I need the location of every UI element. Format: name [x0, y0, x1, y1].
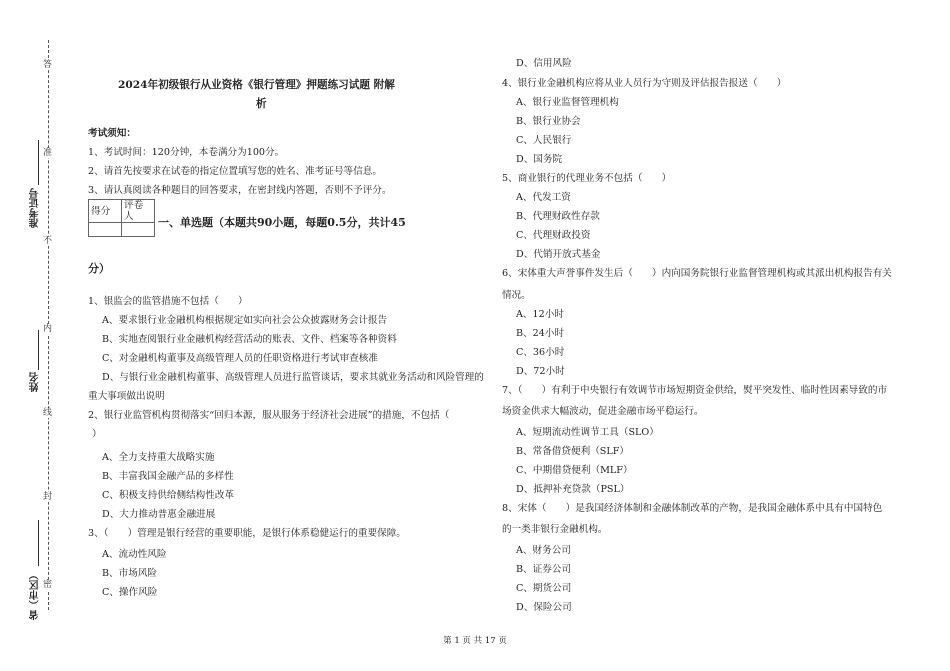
option: A、流动性风险 — [102, 549, 167, 560]
section-heading-cont: 分） — [88, 262, 110, 275]
section-heading: 一、单选题（本题共90小题，每题0.5分，共计45 — [158, 216, 406, 229]
question-cont: 的一类非银行金融机构。 — [502, 524, 608, 535]
notice-item: 1、考试时间：120分钟，本卷满分为100分。 — [88, 147, 285, 158]
seal-mark: 封 — [43, 492, 53, 502]
exam-title-cont: 析 — [256, 98, 267, 110]
option: A、财务公司 — [516, 545, 571, 556]
option: C、对金融机构董事及高级管理人员的任职资格进行考试审查核准 — [102, 353, 378, 364]
question: 5、商业银行的代理业务不包括（ ） — [502, 173, 672, 184]
notice-item: 2、请首先按要求在试卷的指定位置填写您的姓名、准考证号等信息。 — [88, 166, 382, 177]
option: D、国务院 — [516, 154, 563, 165]
binding-margin — [0, 0, 75, 671]
exam-id-blank — [38, 140, 39, 185]
question: 6、宋体重大声誉事件发生后（ ）内向国务院银行业监督管理机构或其派出机构报告有关 — [502, 268, 892, 279]
exam-id-label: 准考证号 — [30, 188, 41, 228]
option: C、操作风险 — [102, 587, 158, 598]
option: A、银行业监督管理机构 — [516, 97, 619, 108]
option: D、抵押补充贷款（PSL） — [516, 484, 630, 495]
question-cont: 情况。 — [502, 290, 531, 301]
seal-mark: 答 — [43, 60, 53, 70]
option: C、期货公司 — [516, 583, 572, 594]
option: A、全力支持重大战略实施 — [102, 452, 215, 463]
question-cont: ） — [92, 429, 102, 440]
question: 8、宋体（ ）是我国经济体制和金融体制改革的产物，是我国金融体系中具有中国特色 — [502, 503, 883, 514]
option: B、银行业协会 — [516, 116, 581, 127]
question: 1、银监会的监管措施不包括（ ） — [88, 296, 248, 307]
option: B、市场风险 — [102, 568, 158, 579]
seal-mark: 内 — [43, 324, 53, 334]
option: C、代理财政投资 — [516, 230, 591, 241]
grader-cell — [122, 223, 155, 237]
question: 3、（ ）管理是银行经营的重要职能，是银行体系稳健运行的重要保障。 — [88, 528, 406, 539]
option: C、36小时 — [516, 347, 565, 358]
option: B、代理财政性存款 — [516, 211, 600, 222]
option: D、与银行业金融机构董事、高级管理人员进行监管谈话，要求其就业务活动和风险管理的 — [102, 372, 484, 383]
option: A、代发工资 — [516, 192, 571, 203]
score-header: 得分 — [89, 200, 122, 223]
question: 2、银行业监管机构贯彻落实“回归本源，服从服务于经济社会进展”的措施，不包括（ — [88, 410, 450, 421]
seal-mark: 准 — [43, 148, 53, 158]
option: A、12小时 — [516, 309, 564, 320]
name-blank — [38, 330, 39, 370]
name-label: 姓名 — [30, 372, 41, 392]
page-footer: 第 1 页 共 17 页 — [443, 636, 507, 646]
score-cell — [89, 223, 122, 237]
question-cont: 场资金供求大幅波动，促进金融市场平稳运行。 — [502, 406, 704, 417]
option: D、大力推动普惠金融进展 — [102, 509, 216, 520]
option: A、短期流动性调节工具（SLO） — [516, 427, 659, 438]
seal-mark: 密 — [43, 580, 53, 590]
option: C、人民银行 — [516, 135, 572, 146]
seal-mark: 不 — [43, 236, 53, 246]
score-table — [88, 199, 155, 237]
seal-mark: 线 — [43, 408, 53, 418]
option: B、丰富我国金融产品的多样性 — [102, 471, 234, 482]
question: 4、银行业金融机构应将从业人员行为守则及评估报告报送（ ） — [502, 78, 787, 89]
notice-item: 3、请认真阅读各种题目的回答要求，在密封线内答题，否则不予评分。 — [88, 185, 392, 196]
option: D、保险公司 — [516, 602, 572, 613]
option: B、常备借贷便利（SLF） — [516, 446, 629, 457]
option: A、要求银行业金融机构根据规定如实向社会公众披露财务会计报告 — [102, 315, 388, 326]
option: D、代销开放式基金 — [516, 249, 601, 260]
province-label: 省（市区） — [30, 570, 41, 620]
notice-heading: 考试须知： — [88, 128, 136, 139]
option-cont: 重大事项做出说明 — [88, 391, 165, 402]
option: B、证券公司 — [516, 564, 572, 575]
option: B、实地查阅银行业金融机构经营活动的账表、文件、档案等各种资料 — [102, 334, 397, 345]
grader-header: 评卷人 — [122, 200, 155, 223]
option: D、72小时 — [516, 366, 565, 377]
exam-title: 2024年初级银行从业资格《银行管理》押题练习试题 附解 — [118, 79, 395, 91]
option: C、积极支持供给侧结构性改革 — [102, 490, 235, 501]
province-blank — [38, 520, 39, 566]
option: C、中期借贷便利（MLF） — [516, 465, 633, 476]
question: 7、（ ）有利于中央银行有效调节市场短期资金供给，熨平突发性、临时性因素导致的市 — [502, 385, 888, 396]
option: B、24小时 — [516, 328, 565, 339]
option: D、信用风险 — [516, 58, 572, 69]
